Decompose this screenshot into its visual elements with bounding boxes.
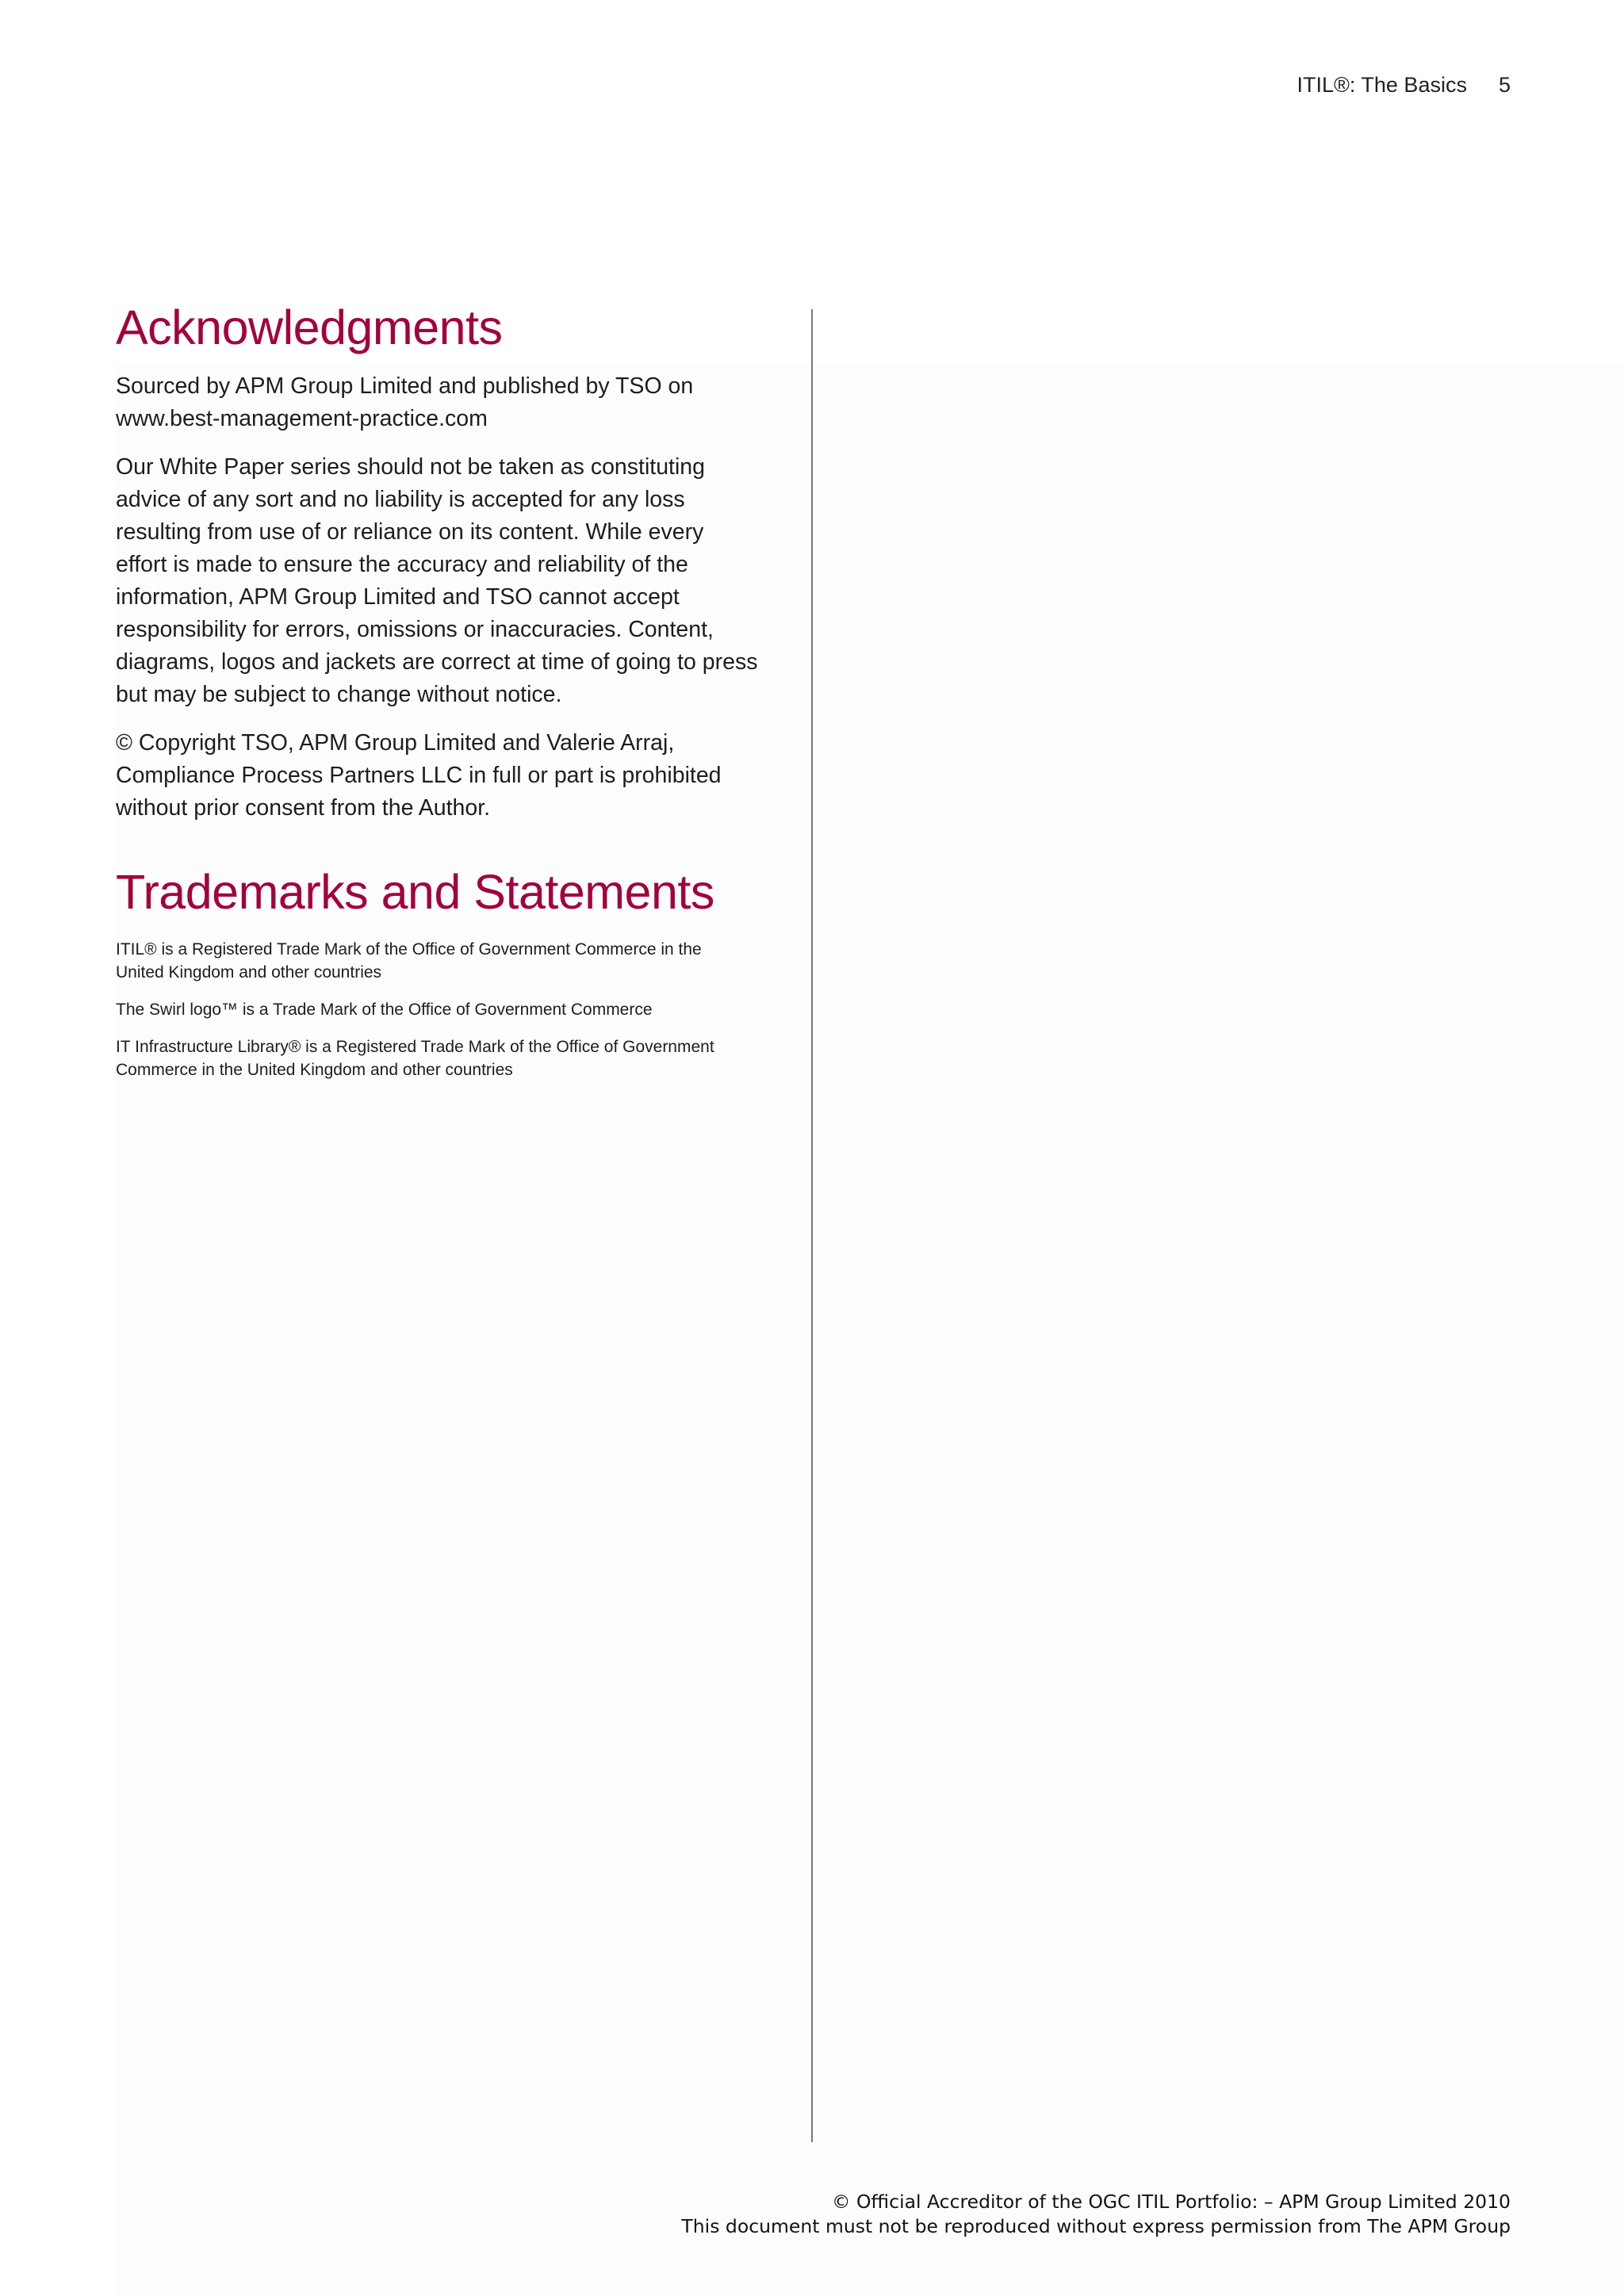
text-line: resulting from use of or reliance on its content. While every <box>116 519 704 545</box>
text-line: Compliance Process Partners LLC in full or part is prohibited <box>116 763 722 789</box>
acknowledgments-source-paragraph <box>116 370 798 435</box>
header-title: ITIL®: The Basics <box>1297 73 1467 97</box>
footer-reproduction-notice: This document must not be reproduced without express permission from The APM Group <box>681 2215 1511 2237</box>
text-line: without prior consent from the Author. <box>116 795 491 821</box>
text-line: The Swirl logo™ is a Trade Mark of the Office of Government Commerce <box>116 1001 653 1020</box>
running-header <box>1297 73 1511 98</box>
page-number: 5 <box>1498 73 1511 97</box>
text-line: Commerce in the United Kingdom and other countries <box>116 1061 513 1080</box>
text-line: Our White Paper series should not be taken as constituting <box>116 454 705 480</box>
website-link-text: www.best-management-practice.com <box>116 406 488 432</box>
text-line: IT Infrastructure Library® is a Registered Trade Mark of the Office of Government <box>116 1038 714 1057</box>
text-line: diagrams, logos and jackets are correct at time of going to press <box>116 649 758 675</box>
trademarks-heading: Trademarks and Statements <box>116 865 714 920</box>
trademark-item-it-infrastructure-library <box>116 1035 798 1081</box>
disclaimer-paragraph <box>116 451 798 711</box>
column-divider <box>811 309 813 2142</box>
copyright-paragraph <box>116 727 798 825</box>
text-line: ITIL® is a Registered Trade Mark of the Office of Government Commerce in the <box>116 940 702 959</box>
trademark-item-swirl-logo <box>116 998 798 1021</box>
text-line: Sourced by APM Group Limited and published by TSO on <box>116 373 694 400</box>
text-line: © Copyright TSO, APM Group Limited and Valerie Arraj, <box>116 730 675 756</box>
left-column <box>116 301 798 1096</box>
text-line: United Kingdom and other countries <box>116 963 382 982</box>
text-line: advice of any sort and no liability is accepted for any loss <box>116 487 685 513</box>
footer-accreditation: © Official Accreditor of the OGC ITIL Portfolio: – APM Group Limited 2010 <box>831 2191 1511 2213</box>
text-line: responsibility for errors, omissions or inaccuracies. Content, <box>116 617 714 643</box>
trademark-item-itil <box>116 938 798 984</box>
text-line: effort is made to ensure the accuracy and reliability of the <box>116 552 688 578</box>
page-footer <box>681 2190 1511 2239</box>
text-line: but may be subject to change without notice. <box>116 682 562 708</box>
text-line: information, APM Group Limited and TSO cannot accept <box>116 584 680 610</box>
acknowledgments-heading: Acknowledgments <box>116 300 503 354</box>
